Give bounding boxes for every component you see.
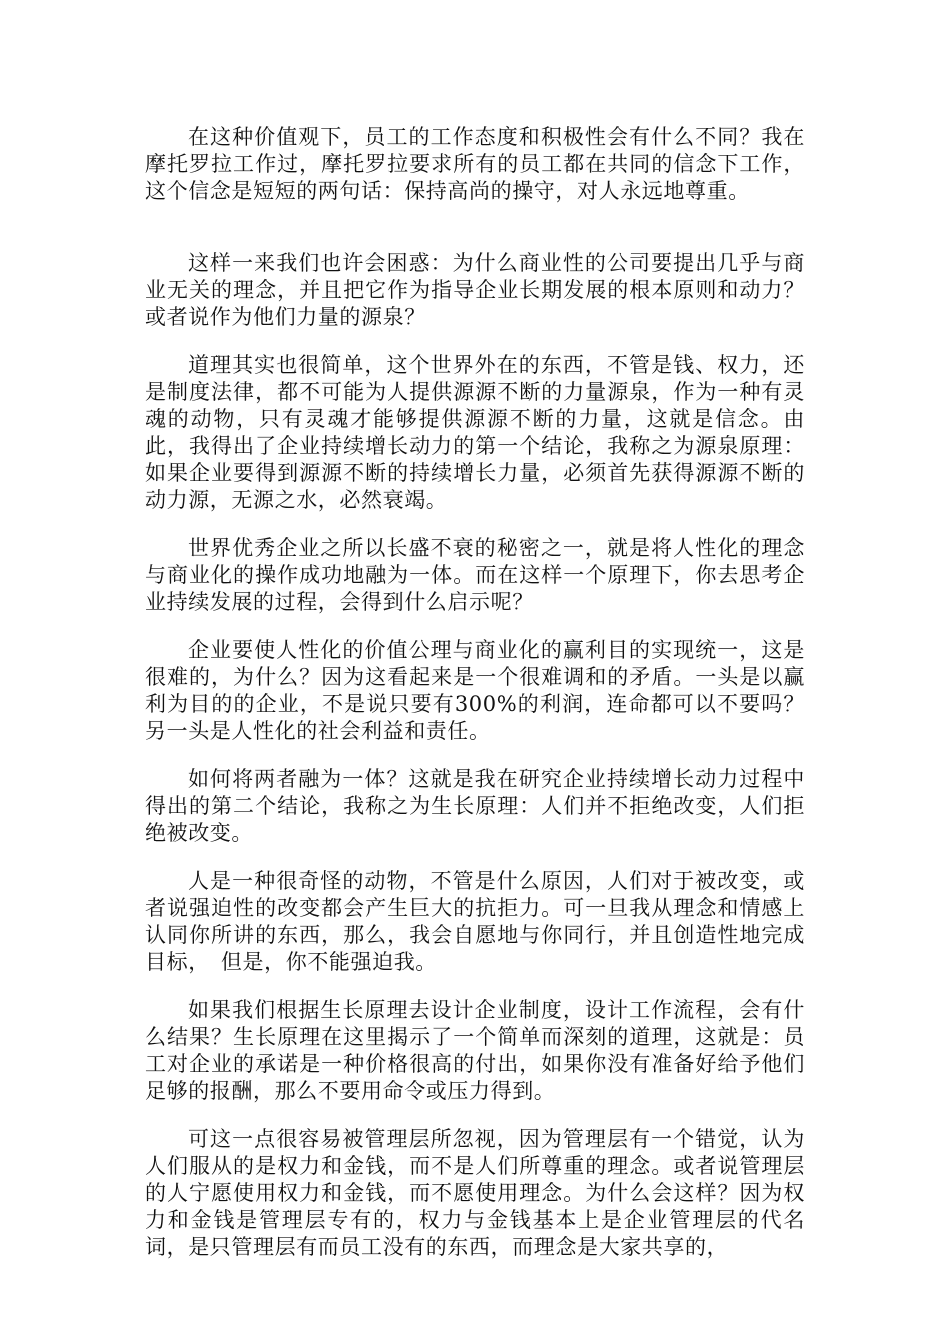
paragraph-1: 在这种价值观下，员工的工作态度和积极性会有什么不同？我在摩托罗拉工作过，摩托罗拉要求所有的员工都在共同的信念下工作，这个信念是短短的两句话：保持高尚的操守，对人永远地尊重。 xyxy=(145,125,805,203)
paragraph-3: 道理其实也很简单，这个世界外在的东西，不管是钱、权力，还是制度法律，都不可能为人提供源源不断的力量源泉，作为一种有灵魂的动物，只有灵魂才能够提供源源不断的力量，这就是信念。由此，我得出了企业持续增长动力的第一个结论，我称之为源泉原理：如果企业要得到源源不断的持续增长力量，必须首先获得源源不断的动力源，无源之水，必然衰竭。 xyxy=(145,353,805,512)
paragraph-4: 世界优秀企业之所以长盛不衰的秘密之一，就是将人性化的理念与商业化的操作成功地融为一体。而在这样一个原理下，你去思考企业持续发展的过程，会得到什么启示呢？ xyxy=(145,536,805,614)
paragraph-8: 如果我们根据生长原理去设计企业制度，设计工作流程，会有什么结果？生长原理在这里揭示了一个简单而深刻的道理，这就是：员工对企业的承诺是一种价格很高的付出，如果你没有准备好给予他们足够的报酬，那么不要用命令或压力得到。 xyxy=(145,998,805,1103)
document-body xyxy=(145,124,805,1282)
paragraph-5: 企业要使人性化的价值公理与商业化的赢利目的实现统一，这是很难的，为什么？因为这看起来是一个很难调和的矛盾。一头是以赢利为目的的企业，不是说只要有300%的利润，连命都可以不要吗？另一头是人性化的社会利益和责任。 xyxy=(145,638,805,743)
paragraph-2: 这样一来我们也许会困惑：为什么商业性的公司要提出几乎与商业无关的理念，并且把它作为指导企业长期发展的根本原则和动力？或者说作为他们力量的源泉？ xyxy=(145,251,805,329)
paragraph-9: 可这一点很容易被管理层所忽视，因为管理层有一个错觉，认为人们服从的是权力和金钱，而不是人们所尊重的理念。或者说管理层的人宁愿使用权力和金钱，而不愿使用理念。为什么会这样？因为权力和金钱是管理层专有的，权力与金钱基本上是企业管理层的代名词，是只管理层有而员工没有的东西，而理念是大家共享的， xyxy=(145,1127,805,1259)
paragraph-6: 如何将两者融为一体？这就是我在研究企业持续增长动力过程中得出的第二个结论，我称之为生长原理：人们并不拒绝改变，人们拒绝被改变。 xyxy=(145,767,805,845)
paragraph-7: 人是一种很奇怪的动物，不管是什么原因，人们对于被改变，或者说强迫性的改变都会产生巨大的抗拒力。可一旦我从理念和情感上认同你所讲的东西，那么，我会自愿地与你同行，并且创造性地完成目标， 但是，你不能强迫我。 xyxy=(145,869,805,974)
